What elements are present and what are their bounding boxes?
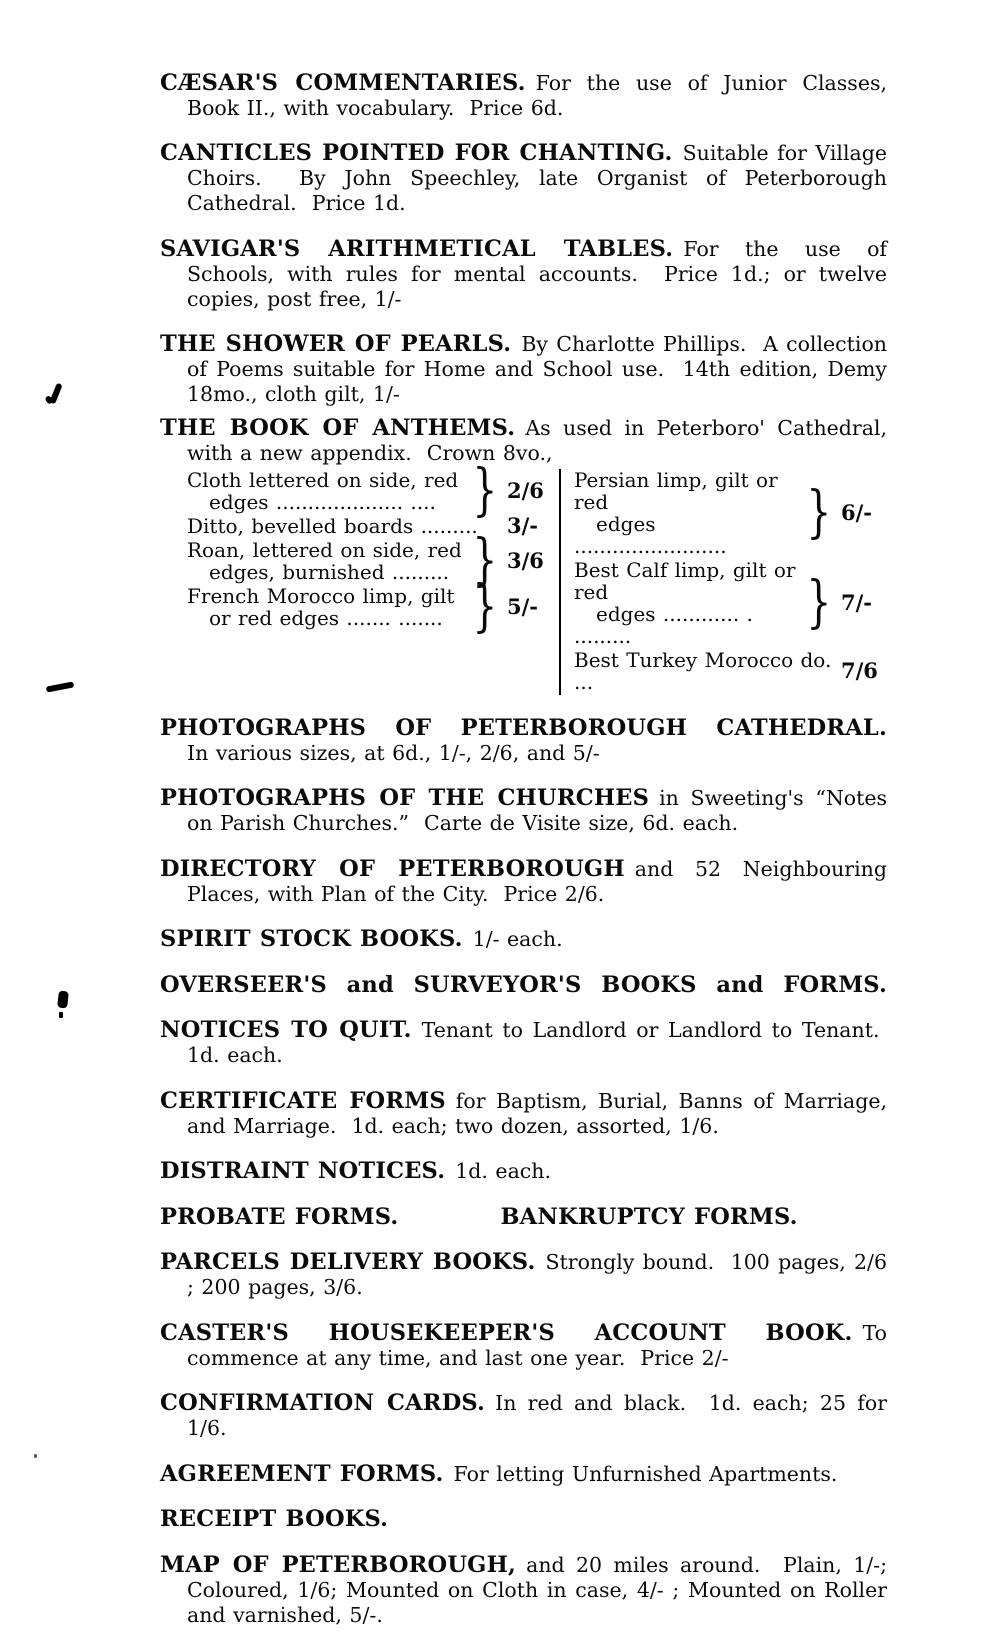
price-value: 7/- [841, 590, 872, 615]
binding-description: Ditto, bevelled boards ......... [187, 514, 478, 538]
entry-body: In various sizes, at 6d., 1/-, 2/6, and 5/- [187, 740, 600, 765]
binding-description: Roan, lettered on side, red edges, burnished ......... [187, 538, 462, 584]
entry-canticles [160, 141, 887, 216]
entry-directory-peterborough [160, 857, 887, 907]
entry-heading: THE BOOK OF ANTHEMS. [160, 415, 516, 441]
entry-shower-of-pearls [160, 332, 887, 407]
entry-heading-second: BANKRUPTCY FORMS. [500, 1203, 798, 1230]
table-row [187, 528, 553, 593]
binding-description: French Morocco limp, gilt or red edges ....... ....... [187, 584, 455, 630]
entry-body: for Baptism, Burial, Banns of Marriage, and Marriage. 1d. each; two dozen, assorted, 1/6. [187, 1088, 887, 1138]
entry-certificate-forms [160, 1089, 887, 1139]
entry-spirit-stock-books [160, 927, 887, 952]
table-row [574, 469, 887, 557]
entry-body: and 20 miles around. Plain, 1/-; Coloured, 1/6; Mounted on Cloth in case, 4/- ; Mounted on Roller and varnished, 5/-. [187, 1552, 887, 1627]
entry-receipt-books [160, 1507, 887, 1532]
price-table-right-column [559, 469, 887, 695]
entry-body: For letting Unfurnished Apartments. [453, 1461, 838, 1486]
entry-map-of-peterborough [160, 1553, 887, 1628]
entry-body: To commence at any time, and last one year. Price 2/- [187, 1320, 887, 1370]
entry-heading: CANTICLES POINTED FOR CHANTING. [160, 140, 673, 166]
brace-glyph: } [472, 528, 498, 593]
price-value: 3/- [507, 513, 538, 538]
entry-body: Suitable for Village Choirs. By John Speechley, late Organist of Peterborough Cathedral. Price 1d. [187, 141, 887, 215]
entry-savigars-tables [160, 237, 887, 312]
entry-heading: CASTER'S HOUSEKEEPER'S ACCOUNT BOOK. [160, 1319, 853, 1346]
binding-description: Cloth lettered on side, red edges .................... .... [187, 468, 459, 514]
entry-notices-to-quit [160, 1018, 887, 1068]
entry-body: and 52 Neighbouring Places, with Plan of the City. Price 2/6. [187, 856, 887, 906]
entry-caesars-commentaries [160, 71, 887, 121]
entry-heading: PARCELS DELIVERY BOOKS. [160, 1249, 536, 1275]
table-row [187, 574, 553, 639]
entry-body: 1d. each. [455, 1159, 551, 1183]
entry-confirmation-cards [160, 1391, 887, 1441]
entry-heading: AGREEMENT FORMS. [160, 1460, 444, 1487]
binding-description: Persian limp, gilt or red edges ........................ [574, 468, 778, 558]
entry-body: As used in Peterboro' Cathedral, with a new appendix. Crown 8vo., [187, 416, 887, 465]
entry-heading: PROBATE FORMS. [160, 1203, 399, 1230]
entry-heading: CONFIRMATION CARDS. [160, 1390, 486, 1416]
price-value: 3/6 [507, 548, 544, 573]
price-value: 7/6 [841, 658, 878, 683]
entry-body: 1/- each. [472, 927, 563, 951]
entry-body: By Charlotte Phillips. A collection of Poems suitable for Home and School use. 14th edition, Demy 18mo., cloth gilt, 1/- [187, 332, 887, 406]
entry-photographs-cathedral [160, 716, 887, 766]
table-row [187, 515, 553, 537]
entry-heading: CÆSAR'S COMMENTARIES. [160, 69, 526, 96]
table-row [187, 458, 553, 523]
ink-speck [34, 1454, 37, 1458]
ink-smudge-blob [57, 991, 69, 1009]
advert-list [160, 50, 887, 1637]
entry-book-of-anthems [160, 416, 887, 695]
entry-body: in Sweeting's “Notes on Parish Churches.” Carte de Visite size, 6d. each. [187, 786, 887, 835]
entry-heading: THE SHOWER OF PEARLS. [160, 331, 512, 357]
entry-probate-bankruptcy-forms [160, 1205, 887, 1230]
entry-heading: PHOTOGRAPHS OF THE CHURCHES [160, 785, 650, 811]
ink-smudge-dot [59, 1012, 63, 1018]
price-value: 6/- [841, 500, 872, 525]
price-table-left-column [187, 458, 559, 695]
price-value: 2/6 [507, 478, 544, 503]
brace-glyph: } [472, 458, 498, 523]
entry-heading: MAP OF PETERBOROUGH, [160, 1551, 517, 1578]
entry-heading: SAVIGAR'S ARITHMETICAL TABLES. [160, 235, 674, 262]
entry-body: For the use of Junior Classes, Book II., with vocabulary. Price 6d. [187, 70, 887, 120]
entry-heading: NOTICES TO QUIT. [160, 1017, 412, 1043]
entry-photographs-churches [160, 786, 887, 836]
entry-overseers-surveyors [160, 973, 887, 998]
table-row [574, 649, 887, 693]
entry-parcels-delivery-books [160, 1250, 887, 1300]
table-row [574, 559, 887, 647]
entry-body: Tenant to Landlord or Landlord to Tenant. 1d. each. [187, 1018, 887, 1067]
entry-body: In red and black. 1d. each; 25 for 1/6. [187, 1391, 888, 1440]
ink-smudge-comma [49, 383, 62, 405]
ink-smudge-dash [46, 681, 75, 692]
entry-heading: SPIRIT STOCK BOOKS. [160, 926, 463, 952]
entry-heading: DISTRAINT NOTICES. [160, 1158, 446, 1184]
entry-heading: OVERSEER'S and SURVEYOR'S BOOKS and FORMS. [160, 971, 887, 998]
brace-glyph: } [806, 480, 832, 545]
anthems-price-table [187, 458, 887, 695]
entry-heading: PHOTOGRAPHS OF PETERBOROUGH CATHEDRAL. [160, 714, 887, 741]
entry-heading: DIRECTORY OF PETERBOROUGH [160, 855, 625, 882]
entry-casters-account-book [160, 1321, 887, 1371]
entry-heading: CERTIFICATE FORMS [160, 1087, 446, 1114]
brace-glyph: } [472, 574, 498, 639]
entry-body: Strongly bound. 100 pages, 2/6 ; 200 pages, 3/6. [187, 1250, 887, 1299]
binding-description: Best Calf limp, gilt or red edges ............ . ......... [574, 558, 796, 648]
binding-description: Best Turkey Morocco do. ... [574, 648, 832, 694]
entry-distraint-notices [160, 1159, 887, 1184]
entry-agreement-forms [160, 1462, 887, 1487]
entry-heading: RECEIPT BOOKS. [160, 1506, 389, 1532]
entry-body: For the use of Schools, with rules for mental accounts. Price 1d.; or twelve copies, post free, 1/- [187, 236, 888, 311]
brace-glyph: } [806, 570, 832, 635]
price-value: 5/- [507, 594, 538, 619]
